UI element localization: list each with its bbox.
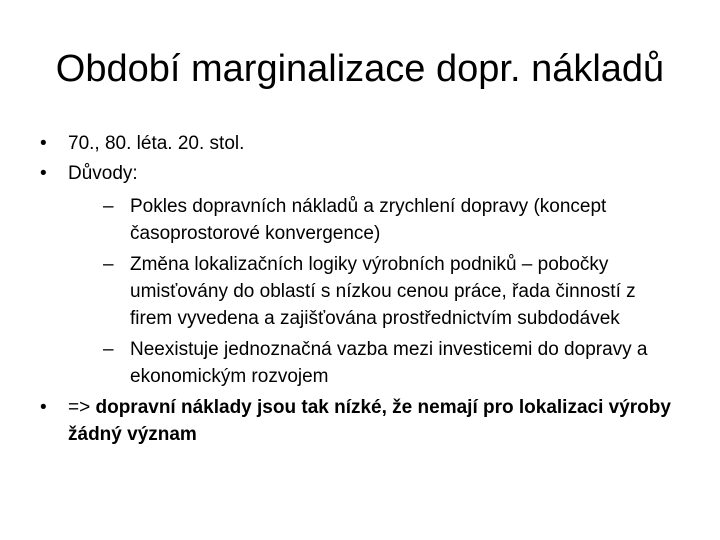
bullet-text-reasons: Důvody: xyxy=(68,163,138,184)
bullet-marker: • xyxy=(40,163,47,184)
sub-bullet-line: firem vyvedena a zajišťována prostřednictvím subdodávek xyxy=(130,308,620,329)
sub-bullet-line: umisťovány do oblastí s nízkou cenou práce, řada činností z xyxy=(130,281,636,302)
sub-bullet-line: Pokles dopravních nákladů a zrychlení dopravy (koncept xyxy=(130,196,607,217)
bullet-marker: • xyxy=(40,133,47,154)
bullet-text-period: 70., 80. léta. 20. stol. xyxy=(68,133,245,154)
sub-bullet-line: ekonomickým rozvojem xyxy=(130,366,329,387)
slide-title: Období marginalizace dopr. nákladů xyxy=(55,48,665,90)
conclusion-line: dopravní náklady jsou tak nízké, že nemají pro lokalizaci výroby xyxy=(95,397,671,418)
sub-bullet-dash: – xyxy=(103,254,114,275)
bullet-text-conclusion xyxy=(68,396,671,420)
conclusion-arrow: => xyxy=(68,397,96,418)
conclusion-line: žádný význam xyxy=(68,424,197,445)
sub-bullet-line: Neexistuje jednoznačná vazba mezi investicemi do dopravy a xyxy=(130,339,648,360)
sub-bullet-dash: – xyxy=(103,196,114,217)
sub-bullet-dash: – xyxy=(103,339,114,360)
bullet-marker: • xyxy=(40,397,47,418)
sub-bullet-line: časoprostorové konvergence) xyxy=(130,223,381,244)
sub-bullet-line: Změna lokalizačních logiky výrobních podniků – pobočky xyxy=(130,254,609,275)
